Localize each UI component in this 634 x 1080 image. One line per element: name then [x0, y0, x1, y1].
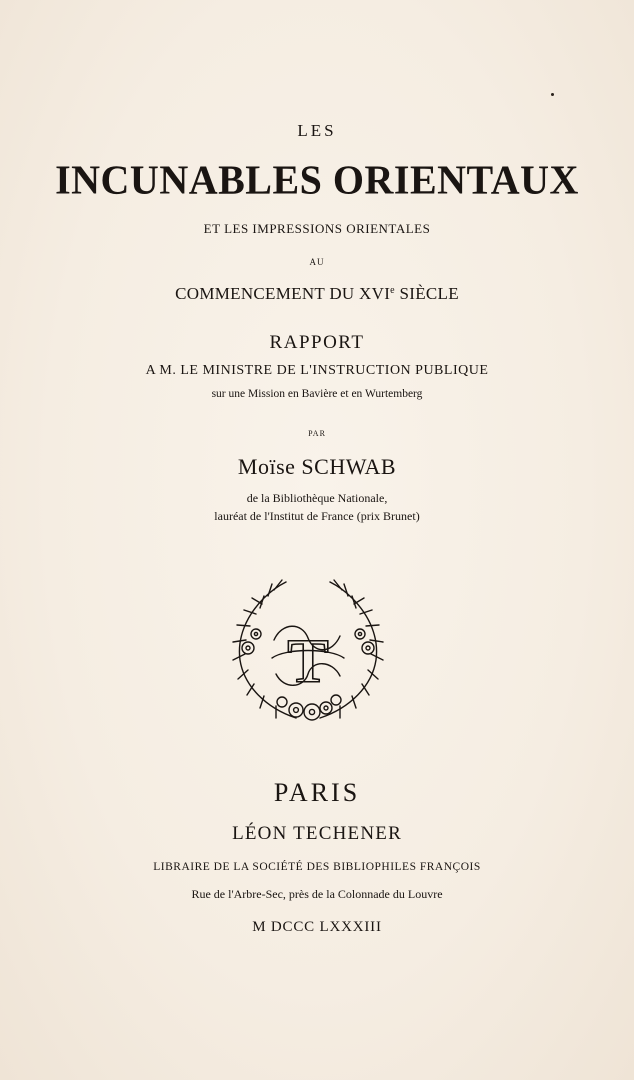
publisher-role: LIBRAIRE DE LA SOCIÉTÉ DES BIBLIOPHILES FRANÇOIS [153, 861, 481, 873]
title-article: LES [297, 121, 337, 140]
imprint-city: PARIS [273, 778, 361, 807]
wreath-monogram-icon [226, 578, 390, 734]
century-superscript: e [390, 285, 395, 296]
author-affiliation-2: lauréat de l'Institut de France (prix Brunet) [214, 509, 420, 523]
subtitle-line-2-end: SIÈCLE [394, 284, 459, 303]
publisher-name: LÉON TECHENER [232, 823, 402, 844]
publisher-address: Rue de l'Arbre-Sec, près de la Colonnade du Louvre [191, 887, 443, 901]
main-title: INCUNABLES ORIENTAUX [55, 156, 579, 203]
subtitle-au: AU [309, 257, 325, 267]
subtitle-line-2-main: COMMENCEMENT DU XVI [175, 284, 391, 303]
author-name: Moïse SCHWAB [237, 454, 397, 479]
ink-spot [551, 93, 554, 96]
publication-year: M DCCC LXXXIII [252, 919, 382, 935]
monogram-letter: T [287, 628, 329, 696]
by-label: PAR [308, 429, 326, 438]
mission-line: sur une Mission en Bavière et en Wurtemberg [211, 388, 423, 400]
author-affiliation-1: de la Bibliothèque Nationale, [246, 491, 388, 505]
addressee: A M. LE MINISTRE DE L'INSTRUCTION PUBLIQUE [145, 363, 489, 378]
report-label: RAPPORT [269, 332, 365, 353]
subtitle-line-1: ET LES IMPRESSIONS ORIENTALES [203, 221, 431, 236]
subtitle-line-2 [0, 285, 634, 302]
